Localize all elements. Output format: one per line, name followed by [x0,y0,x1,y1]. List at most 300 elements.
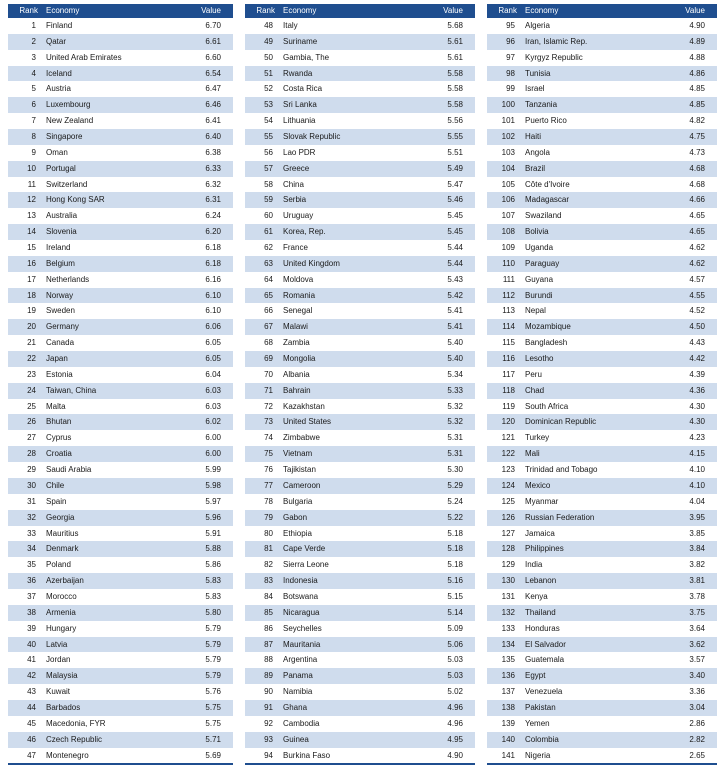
economy-cell: Mozambique [525,322,571,332]
economy-cell: Peru [525,369,542,379]
table-row [487,732,717,748]
rank-cell: 56 [264,147,273,157]
value-cell: 6.00 [205,449,221,459]
rank-cell: 50 [264,52,273,62]
rank-cell: 88 [264,655,273,665]
economy-cell: Myanmar [525,496,559,506]
economy-cell: Burkina Faso [283,750,331,760]
economy-cell: Mauritania [283,639,321,649]
value-cell: 6.00 [205,433,221,443]
economy-cell: Azerbaijan [46,576,84,586]
rank-cell: 124 [501,480,515,490]
table-row [245,81,475,97]
economy-cell: Malawi [283,322,308,332]
table-row [487,192,717,208]
table-row [245,351,475,367]
economy-cell: Argentina [283,655,318,665]
economy-cell: Georgia [46,512,75,522]
rank-cell: 125 [501,496,515,506]
economy-cell: Albania [283,369,310,379]
value-cell: 3.62 [689,639,705,649]
table-row [245,97,475,113]
economy-cell: Poland [46,560,71,570]
value-cell: 5.69 [205,750,221,760]
rank-cell: 96 [506,36,515,46]
rank-cell: 14 [27,227,36,237]
value-cell: 6.54 [205,68,221,78]
table-row [245,177,475,193]
rank-cell: 22 [27,354,36,364]
economy-cell: Senegal [283,306,313,316]
rank-cell: 21 [27,338,36,348]
value-cell: 5.03 [447,671,463,681]
value-cell: 4.68 [689,179,705,189]
economy-cell: Malta [46,401,66,411]
rank-cell: 10 [27,163,36,173]
value-cell: 5.75 [205,718,221,728]
rank-cell: 67 [264,322,273,332]
table-row [245,208,475,224]
rank-cell: 12 [27,195,36,205]
table-row [8,303,233,319]
economy-cell: Japan [46,354,68,364]
value-cell: 4.86 [689,68,705,78]
value-cell: 3.82 [689,560,705,570]
economy-cell: Iceland [46,68,72,78]
value-cell: 5.58 [447,68,463,78]
economy-cell: Chile [46,480,65,490]
economy-cell: Brazil [525,163,546,173]
value-cell: 5.47 [447,179,463,189]
economy-cell: Angola [525,147,550,157]
economy-cell: Burundi [525,290,553,300]
table-row [245,288,475,304]
rank-cell: 16 [27,258,36,268]
economy-cell: Sierra Leone [283,560,329,570]
table-row [487,446,717,462]
economy-cell: Norway [46,290,74,300]
economy-cell: United States [283,417,332,427]
economy-cell: Colombia [525,734,559,744]
table-row [245,18,475,34]
value-cell: 6.10 [205,306,221,316]
economy-cell: Trinidad and Tobago [525,465,598,475]
table-row [8,97,233,113]
value-cell: 5.30 [447,465,463,475]
economy-cell: Bulgaria [283,496,313,506]
economy-cell: Israel [525,84,545,94]
rank-cell: 2 [31,36,36,46]
economy-cell: Slovak Republic [283,132,341,142]
rank-cell: 136 [501,671,515,681]
table-row [245,224,475,240]
economy-cell: Tanzania [525,100,558,110]
bottom-rule [487,763,717,765]
table-row [487,684,717,700]
economy-cell: Gabon [283,512,308,522]
economy-cell: Russian Federation [525,512,595,522]
table-row [487,668,717,684]
table-row [8,700,233,716]
rank-cell: 95 [506,21,515,30]
value-cell: 3.84 [689,544,705,554]
rank-cell: 126 [501,512,515,522]
value-cell: 2.82 [689,734,705,744]
value-cell: 4.85 [689,100,705,110]
table-row [487,478,717,494]
table-row [8,668,233,684]
value-cell: 5.61 [447,52,463,62]
table-row [245,272,475,288]
economy-cell: Barbados [46,702,81,712]
economy-cell: Philippines [525,544,564,554]
value-cell: 6.41 [205,116,221,126]
rank-cell: 121 [501,433,515,443]
rank-cell: 111 [502,274,515,284]
economy-cell: Ghana [283,702,308,712]
value-cell: 6.03 [205,385,221,395]
rank-cell: 133 [501,623,515,633]
value-cell: 5.45 [447,227,463,237]
table-row [245,557,475,573]
table-row [8,621,233,637]
table-row [8,367,233,383]
rank-cell: 59 [264,195,273,205]
table-row [8,414,233,430]
value-cell: 5.71 [205,734,221,744]
rank-cell: 5 [31,84,36,94]
rank-cell: 122 [501,449,515,459]
table-row [245,541,475,557]
economy-cell: Mexico [525,480,551,490]
table-row [487,605,717,621]
economy-cell: Thailand [525,607,556,617]
table-row [245,605,475,621]
value-cell: 4.68 [689,163,705,173]
value-cell: 4.10 [689,480,705,490]
rank-cell: 48 [264,21,273,30]
table-row [245,684,475,700]
rank-cell: 25 [27,401,36,411]
economy-cell: Saudi Arabia [46,465,92,475]
table-row [245,621,475,637]
table-row [487,272,717,288]
value-cell: 6.31 [205,195,221,205]
rank-cell: 44 [27,702,36,712]
rank-cell: 74 [264,433,273,443]
value-cell: 5.86 [205,560,221,570]
economy-cell: Yemen [525,718,550,728]
table-row [487,573,717,589]
economy-cell: Denmark [46,544,79,554]
economy-cell: Puerto Rico [525,116,567,126]
economy-cell: Rwanda [283,68,313,78]
value-cell: 4.96 [447,702,463,712]
value-cell: 5.56 [447,116,463,126]
value-cell: 5.58 [447,100,463,110]
table-row [8,224,233,240]
rank-cell: 57 [264,163,273,173]
economy-cell: Germany [46,322,79,332]
table-row [245,462,475,478]
value-cell: 5.46 [447,195,463,205]
rank-cell: 82 [264,560,273,570]
rank-cell: 89 [264,671,273,681]
economy-cell: Mali [525,449,540,459]
table-header [245,4,475,18]
economy-cell: Singapore [46,132,83,142]
rank-cell: 85 [264,607,273,617]
rank-cell: 33 [27,528,36,538]
economy-cell: Australia [46,211,78,221]
economy-cell: Bhutan [46,417,72,427]
rank-cell: 62 [264,243,273,253]
table-row [245,34,475,50]
economy-cell: Czech Republic [46,734,103,744]
table-row [487,113,717,129]
value-cell: 5.68 [447,21,463,30]
bottom-rule [8,763,233,765]
header-value: Value [201,6,221,15]
economy-cell: Croatia [46,449,72,459]
economy-cell: Hong Kong SAR [46,195,105,205]
value-cell: 6.70 [205,21,221,30]
rank-cell: 79 [264,512,273,522]
economy-cell: Spain [46,496,67,506]
value-cell: 5.40 [447,338,463,348]
rank-cell: 113 [502,306,515,316]
value-cell: 5.88 [205,544,221,554]
value-cell: 3.57 [689,655,705,665]
table-row [8,240,233,256]
economy-cell: Lebanon [525,576,557,586]
table-row [245,319,475,335]
economy-cell: Lithuania [283,116,316,126]
value-cell: 4.10 [689,465,705,475]
value-cell: 4.95 [447,734,463,744]
table-row [487,50,717,66]
value-cell: 5.99 [205,465,221,475]
value-cell: 5.42 [447,290,463,300]
table-row [245,240,475,256]
economy-cell: Lesotho [525,354,554,364]
economy-cell: Hungary [46,623,77,633]
table-row [8,541,233,557]
table-row [245,399,475,415]
economy-cell: Zimbabwe [283,433,320,443]
economy-cell: New Zealand [46,116,94,126]
economy-cell: United Kingdom [283,258,340,268]
table-row [245,113,475,129]
table-row [245,161,475,177]
economy-cell: Uruguay [283,211,314,221]
table-row [8,288,233,304]
value-cell: 4.89 [689,36,705,46]
rank-cell: 13 [27,211,36,221]
rank-cell: 86 [264,623,273,633]
table-row [8,129,233,145]
table-row [245,430,475,446]
table-row [8,557,233,573]
rank-cell: 52 [264,84,273,94]
rank-cell: 4 [31,68,36,78]
economy-cell: Tunisia [525,68,551,78]
rank-cell: 27 [27,433,36,443]
economy-cell: Ethiopia [283,528,312,538]
table-row [8,81,233,97]
header-value: Value [685,6,705,15]
economy-cell: Austria [46,84,71,94]
economy-cell: Armenia [46,607,76,617]
value-cell: 5.31 [447,449,463,459]
economy-cell: Greece [283,163,310,173]
table-row [245,589,475,605]
rank-cell: 47 [27,750,36,760]
value-cell: 5.41 [447,322,463,332]
table-row [487,700,717,716]
value-cell: 4.65 [689,227,705,237]
value-cell: 5.44 [447,258,463,268]
value-cell: 6.40 [205,132,221,142]
value-cell: 4.90 [447,750,463,760]
table-row [8,34,233,50]
value-cell: 4.57 [689,274,705,284]
rank-cell: 24 [27,385,36,395]
value-cell: 5.76 [205,687,221,697]
economy-cell: India [525,560,543,570]
economy-cell: Moldova [283,274,314,284]
table-row [245,652,475,668]
rank-cell: 70 [264,369,273,379]
value-cell: 5.79 [205,671,221,681]
economy-cell: Cyprus [46,433,72,443]
value-cell: 6.24 [205,211,221,221]
value-cell: 5.33 [447,385,463,395]
header-rank: Rank [498,6,517,15]
value-cell: 4.04 [689,496,705,506]
economy-cell: Zambia [283,338,310,348]
table-row [245,510,475,526]
rank-cell: 32 [27,512,36,522]
economy-cell: Guatemala [525,655,565,665]
rank-cell: 134 [501,639,515,649]
value-cell: 6.38 [205,147,221,157]
header-economy: Economy [283,6,317,15]
rank-cell: 30 [27,480,36,490]
value-cell: 5.58 [447,84,463,94]
table-row [487,256,717,272]
value-cell: 6.61 [205,36,221,46]
table-row [245,303,475,319]
economy-cell: Latvia [46,639,68,649]
value-cell: 5.32 [447,401,463,411]
economy-cell: Malaysia [46,671,78,681]
table-row [8,589,233,605]
value-cell: 6.47 [205,84,221,94]
value-cell: 5.18 [447,528,463,538]
rank-cell: 53 [264,100,273,110]
rank-cell: 71 [264,385,273,395]
rank-cell: 51 [264,68,273,78]
table-row [8,145,233,161]
value-cell: 5.96 [205,512,221,522]
economy-cell: Pakistan [525,702,556,712]
table-row [8,637,233,653]
value-cell: 5.49 [447,163,463,173]
rank-cell: 36 [27,576,36,586]
table-row [8,652,233,668]
rank-cell: 105 [501,179,515,189]
economy-cell: Taiwan, China [46,385,97,395]
table-row [8,462,233,478]
rank-cell: 97 [506,52,515,62]
table-row [8,50,233,66]
value-cell: 4.50 [689,322,705,332]
economy-cell: Venezuela [525,687,563,697]
table-row [245,700,475,716]
economy-cell: Guinea [283,734,309,744]
table-row [487,557,717,573]
value-cell: 5.02 [447,687,463,697]
table-row [8,256,233,272]
rank-cell: 99 [506,84,515,94]
rank-cell: 87 [264,639,273,649]
rank-cell: 132 [501,607,515,617]
value-cell: 5.14 [447,607,463,617]
value-cell: 5.24 [447,496,463,506]
rank-cell: 6 [31,100,36,110]
table-row [487,652,717,668]
rank-cell: 138 [501,702,515,712]
table-row [487,34,717,50]
economy-cell: Costa Rica [283,84,323,94]
value-cell: 5.51 [447,147,463,157]
value-cell: 5.55 [447,132,463,142]
economy-cell: Nigeria [525,750,551,760]
table-row [8,716,233,732]
rank-cell: 76 [264,465,273,475]
economy-cell: Kazakhstan [283,401,325,411]
value-cell: 6.18 [205,243,221,253]
rank-cell: 60 [264,211,273,221]
value-cell: 4.39 [689,369,705,379]
economy-cell: Iran, Islamic Rep. [525,36,588,46]
value-cell: 4.30 [689,417,705,427]
rank-cell: 115 [502,338,515,348]
rank-cell: 23 [27,369,36,379]
value-cell: 5.79 [205,655,221,665]
table-row [487,748,717,764]
table-row [487,97,717,113]
table-row [487,541,717,557]
table-row [245,637,475,653]
table-row [245,573,475,589]
table-row [487,526,717,542]
table-row [487,351,717,367]
table-row [487,81,717,97]
rank-cell: 131 [501,591,515,601]
economy-cell: Chad [525,385,545,395]
rank-cell: 61 [264,227,273,237]
table-row [487,510,717,526]
value-cell: 5.80 [205,607,221,617]
table-row [487,177,717,193]
header-value: Value [443,6,463,15]
header-rank: Rank [19,6,38,15]
rank-cell: 84 [264,591,273,601]
economy-cell: El Salvador [525,639,566,649]
value-cell: 6.32 [205,179,221,189]
